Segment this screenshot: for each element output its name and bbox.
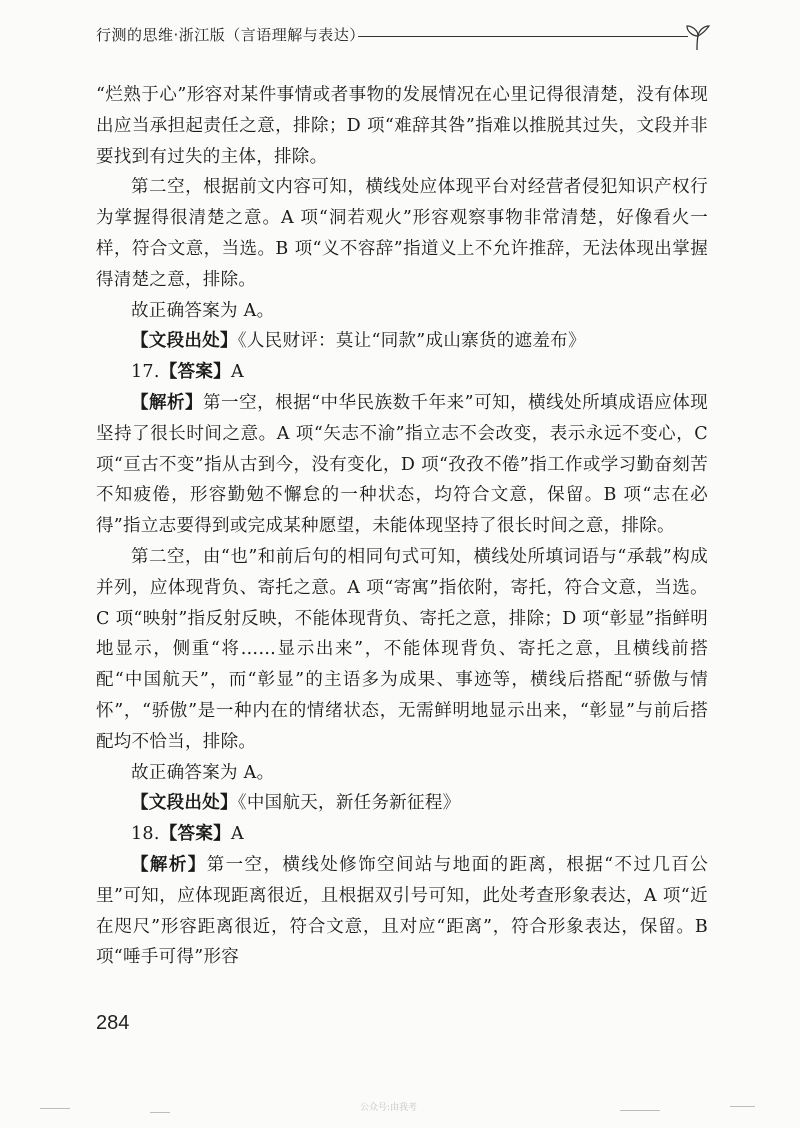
source-label: 【文段出处】 [131, 793, 238, 814]
question-number: 17. [131, 362, 160, 383]
header-rule [358, 36, 688, 37]
page-number: 284 [96, 1012, 130, 1034]
page-body [96, 80, 708, 973]
answer-label: 【答案】 [159, 824, 231, 845]
source-citation: 【文段出处】《人民财评：莫让“同款”成山寨货的遮羞布》 [131, 331, 586, 352]
analysis-paragraph: 【解析】第一空，横线处修饰空间站与地面的距离，根据“不过几百公里”可知，应体现距离很近，且根据双引号可知，此处考查形象表达，A 项“近在咫尺”形容距离很近，符合文意，且对应“距离”，符合形象表达，保留。B 项“唾手可得”形容 [96, 854, 708, 968]
scan-speck [730, 1106, 755, 1107]
answer-label: 【答案】 [159, 362, 231, 383]
analysis-label: 【解析】 [131, 854, 207, 875]
paragraph: “烂熟于心”形容对某件事情或者事物的发展情况在心里记得很清楚，没有体现出应当承担起责任之意，排除；D 项“难辞其咎”指难以推脱其过失，文段并非要找到有过失的主体，排除。 [96, 85, 708, 167]
analysis-label: 【解析】 [131, 392, 204, 413]
question-number: 18. [131, 824, 160, 845]
sprout-icon [682, 22, 712, 52]
paragraph: 故正确答案为 A。 [131, 300, 275, 321]
paragraph: 第二空，根据前文内容可知，横线处应体现平台对经营者侵犯知识产权行为掌握得很清楚之意。A 项“洞若观火”形容观察事物非常清楚，好像看火一样，符合文意，当选。B 项“义不容辞”指道义上不允许推辞，无法体现出掌握得清楚之意，排除。 [96, 177, 708, 290]
source-label: 【文段出处】 [131, 331, 238, 352]
watermark: 公众号:由我考 [360, 1103, 418, 1113]
header-title: 行测的思维·浙江版（言语理解与表达） [96, 26, 365, 44]
paragraph: 故正确答案为 A。 [131, 762, 275, 783]
answer-line [96, 819, 708, 850]
answer-value: A [230, 824, 244, 845]
scan-speck [150, 1112, 170, 1113]
scan-speck [620, 1110, 660, 1111]
analysis-paragraph: 【解析】第一空，根据“中华民族数千年来”可知，横线处所填成语应体现坚持了很长时间之意。A 项“矢志不渝”指立志不会改变，表示永远不变心，C 项“亘古不变”指从古到今，没有变化，D 项“孜孜不倦”指工作或学习勤奋刻苦不知疲倦，形容勤勉不懈怠的一种状态，均符合文意，保留。B 项“志在必得”指立志要得到或完成某种愿望，未能体现坚持了很长时间之意，排除。 [96, 392, 709, 537]
answer-value: A [230, 362, 244, 383]
paragraph: 第二空，由“也”和前后句的相同句式可知，横线处所填词语与“承载”构成并列，应体现背负、寄托之意。A 项“寄寓”指依附，寄托，符合文意，当选。C 项“映射”指反射反映，不能体现背负、寄托之意，排除；D 项“彰显”指鲜明地显示，侧重“将……显示出来”，不能体现背负、寄托之意，且横线前搭配“中国航天”，而“彰显”的主语多为成果、事迹等，横线后搭配“骄傲与情怀”，“骄傲”是一种内在的情绪状态，无需鲜明地显示出来，“彰显”与前后搭配均不恰当，排除。 [96, 546, 708, 752]
answer-line [96, 357, 708, 388]
running-header [96, 22, 716, 52]
source-citation: 【文段出处】《中国航天，新任务新征程》 [131, 793, 461, 814]
scan-speck [40, 1108, 70, 1109]
